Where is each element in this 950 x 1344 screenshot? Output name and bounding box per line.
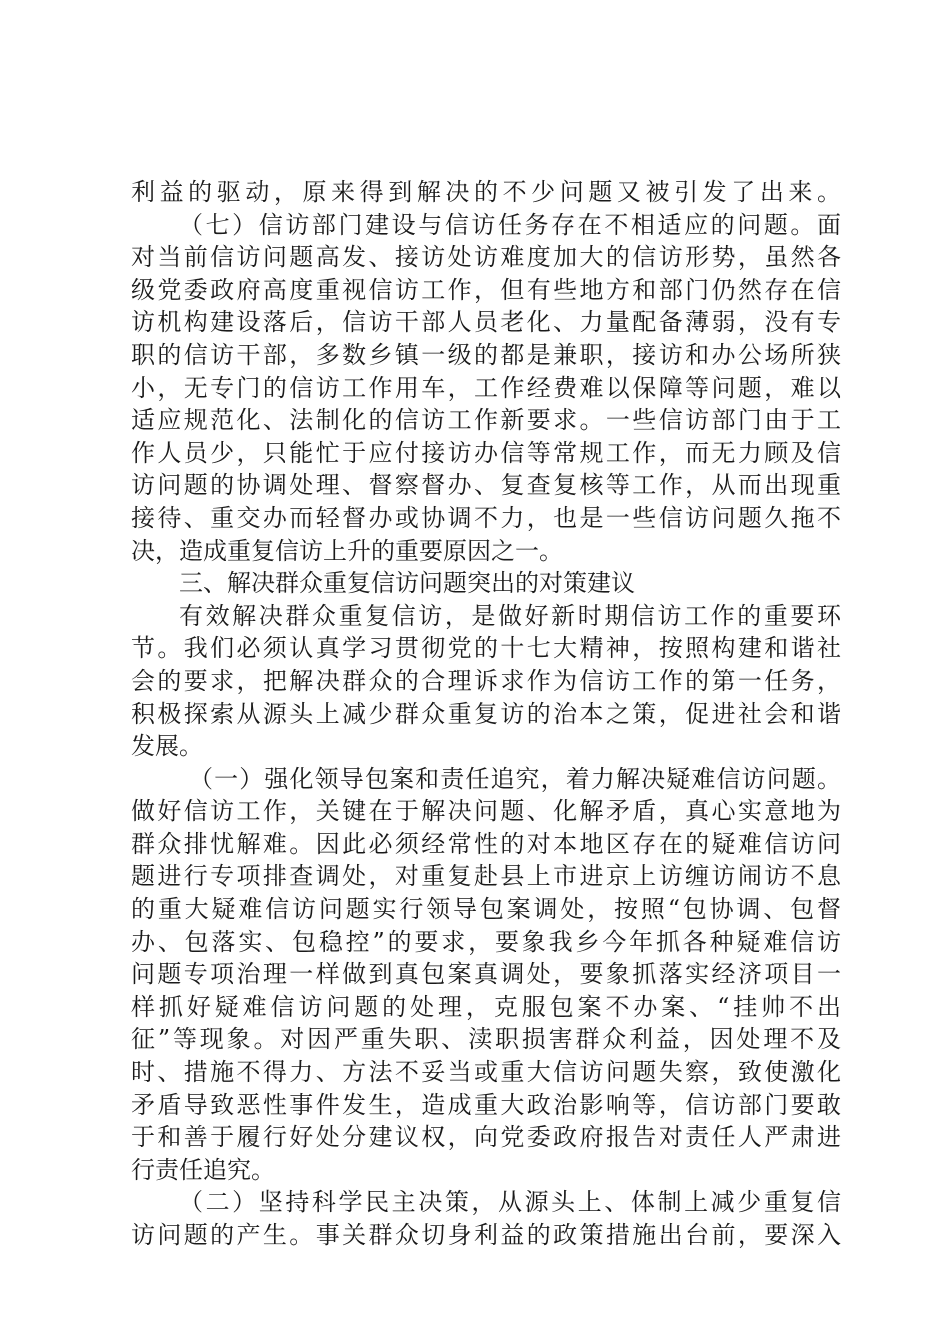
text-line: 节。我们必须认真学习贯彻党的十七大精神，按照构建和谐社	[131, 634, 841, 663]
text-line: 题进行专项排查调处，对重复赴县上市进京上访缠访闹访不息	[131, 862, 841, 891]
text-line: 作人员少，只能忙于应付接访办信等常规工作，而无力顾及信	[131, 438, 841, 467]
text-line: 会的要求，把解决群众的合理诉求作为信访工作的第一任务，	[131, 666, 841, 695]
text-line: 做好信访工作，关键在于解决问题、化解矛盾，真心实意地为	[131, 797, 841, 826]
text-line: 接待、重交办而轻督办或协调不力，也是一些信访问题久拖不	[131, 503, 841, 532]
section-heading-3: 三、解决群众重复信访问题突出的对策建议	[179, 569, 635, 598]
body-text	[131, 176, 841, 1252]
text-line: 小，无专门的信访工作用车，工作经费难以保障等问题，难以	[131, 373, 841, 402]
section-heading-2: （二）坚持科学民主决策，从源头上、体制上减少重复信	[179, 1188, 841, 1217]
text-line: 决，造成重复信访上升的重要原因之一。	[131, 536, 563, 565]
text-line: 对当前信访问题高发、接访处访难度加大的信访形势，虽然各	[131, 243, 841, 272]
text-line: 发展。	[131, 732, 203, 761]
text-line: 级党委政府高度重视信访工作，但有些地方和部门仍然存在信	[131, 275, 841, 304]
text-line: 办、包落实、包稳控”的要求，要象我乡今年抓各种疑难信访	[131, 927, 841, 956]
text-line: 于和善于履行好处分建议权，向党委政府报告对责任人严肃进	[131, 1123, 841, 1152]
text-line: 利益的驱动，原来得到解决的不少问题又被引发了出来。	[131, 178, 841, 206]
text-line: 问题专项治理一样做到真包案真调处，要象抓落实经济项目一	[131, 960, 841, 989]
text-line: 的重大疑难信访问题实行领导包案调处，按照“包协调、包督	[131, 895, 841, 924]
text-line: 时、措施不得力、方法不妥当或重大信访问题失察，致使激化	[131, 1058, 841, 1087]
text-line: 访问题的协调处理、督察督办、复查复核等工作，从而出现重	[131, 471, 841, 500]
section-heading-7: （七）信访部门建设与信访任务存在不相适应的问题。面	[179, 210, 841, 239]
text-line: 访机构建设落后，信访干部人员老化、力量配备薄弱，没有专	[131, 308, 841, 337]
text-line: 访问题的产生。事关群众切身利益的政策措施出台前，要深入	[131, 1221, 841, 1249]
text-line: 积极探索从源头上减少群众重复访的治本之策，促进社会和谐	[131, 699, 841, 728]
text-line: 行责任追究。	[131, 1155, 275, 1184]
text-line: 有效解决群众重复信访，是做好新时期信访工作的重要环	[179, 601, 841, 630]
text-line: 样抓好疑难信访问题的处理，克服包案不办案、“挂帅不出	[131, 992, 841, 1021]
text-line: 征”等现象。对因严重失职、渎职损害群众利益，因处理不及	[131, 1025, 841, 1054]
text-line: 适应规范化、法制化的信访工作新要求。一些信访部门由于工	[131, 406, 841, 435]
text-line: 职的信访干部，多数乡镇一级的都是兼职，接访和办公场所狭	[131, 340, 841, 369]
text-line: 群众排忧解难。因此必须经常性的对本地区存在的疑难信访问	[131, 829, 841, 858]
text-line: 矛盾导致恶性事件发生，造成重大政治影响等，信访部门要敢	[131, 1090, 841, 1119]
section-heading-1: （一）强化领导包案和责任追究，着力解决疑难信访问题。	[189, 764, 841, 793]
